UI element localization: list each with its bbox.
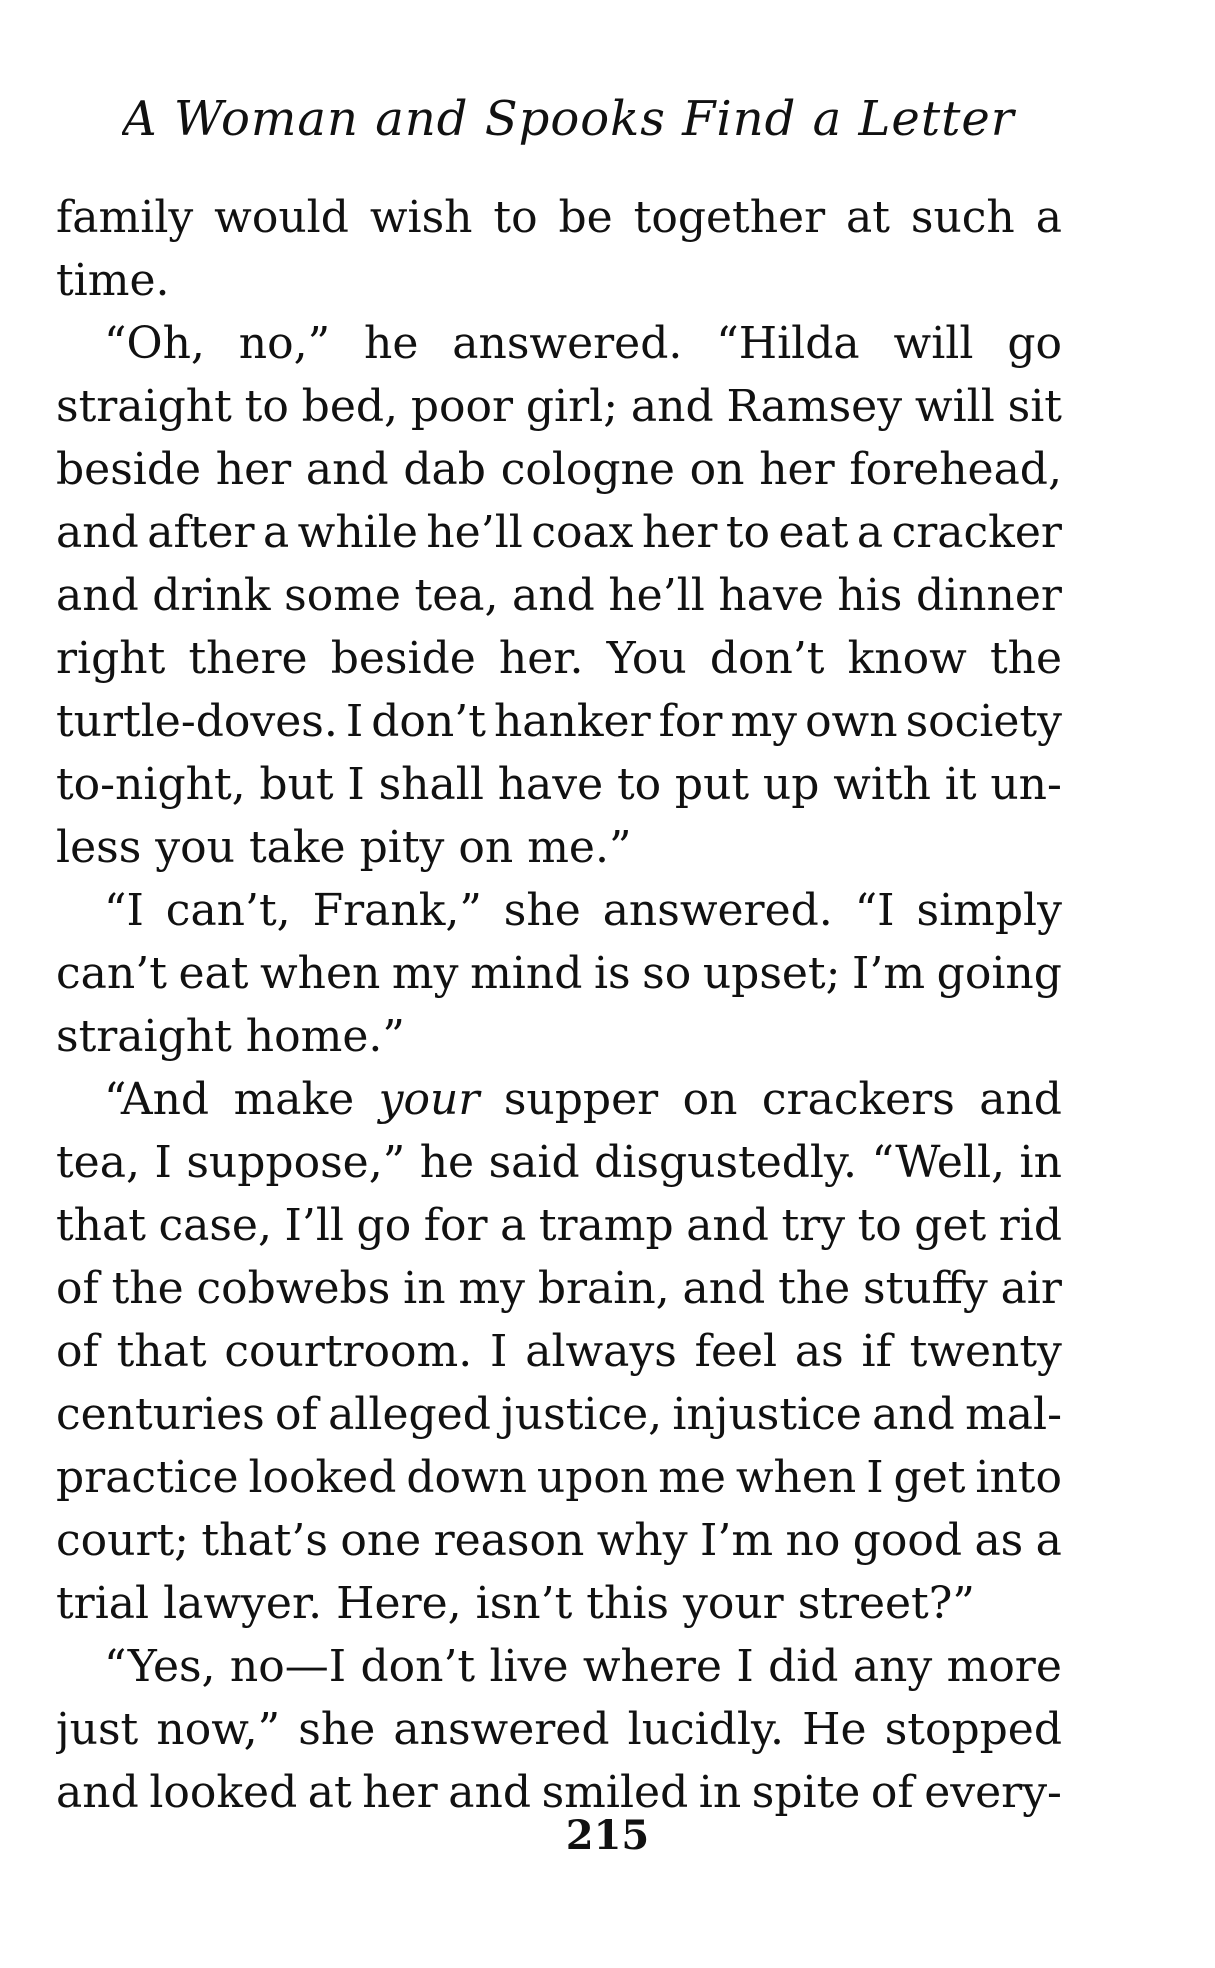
word: said (488, 1137, 580, 1188)
word: would (214, 192, 349, 243)
word: society (905, 696, 1062, 747)
word: mind (470, 948, 583, 999)
word: upset; (702, 948, 841, 999)
word: stopped (884, 1704, 1062, 1755)
running-head: A Woman and Spooks Find a Letter (122, 91, 1015, 147)
word: and (682, 1263, 766, 1314)
word: Ramsey (726, 381, 903, 432)
text-line (56, 501, 1062, 564)
word: me.” (527, 822, 632, 873)
word: don’t (371, 696, 486, 747)
word: street?” (797, 1578, 975, 1629)
word: practice (56, 1452, 239, 1503)
word: in (403, 1263, 446, 1314)
word: her (215, 444, 292, 495)
word: to (616, 759, 662, 810)
word: I’ll (284, 1200, 344, 1251)
word: “And (104, 1074, 210, 1125)
word: is (593, 948, 631, 999)
word: looked (248, 1452, 397, 1503)
word: be (558, 192, 613, 243)
word: girl; (525, 381, 619, 432)
word: disgustedly. (594, 1137, 858, 1188)
word: tramp (538, 1200, 674, 1251)
word: I (866, 1452, 884, 1503)
word: of (56, 1263, 99, 1314)
text-line (56, 879, 1062, 942)
word: this (586, 1578, 669, 1629)
word: reason (433, 1515, 585, 1566)
word: his (837, 570, 903, 621)
word: He (802, 1704, 867, 1755)
word: coax (531, 507, 634, 558)
text-line (56, 1194, 1062, 1257)
word: together (633, 192, 826, 243)
body-text (56, 186, 1062, 1824)
word: in (698, 1767, 742, 1818)
word: always (525, 1326, 677, 1377)
text-line (56, 690, 1062, 753)
word: don’t (360, 1641, 476, 1692)
word: after (147, 507, 255, 558)
word: to-night, (56, 759, 246, 810)
word: for (658, 696, 723, 747)
word: crackers (761, 1074, 955, 1125)
word: simply (916, 885, 1062, 936)
word: as (974, 1515, 1024, 1566)
word: on (458, 822, 514, 873)
word: and (56, 570, 139, 621)
word: I (345, 696, 364, 747)
word: take (248, 822, 346, 873)
word: any (852, 1641, 933, 1692)
word: eat (778, 507, 849, 558)
word: when (735, 1452, 857, 1503)
word: her (641, 507, 718, 558)
word: isn’t (475, 1578, 573, 1629)
word: my (730, 696, 798, 747)
word: straight (56, 381, 232, 432)
word: my (391, 948, 459, 999)
text-line (56, 438, 1062, 501)
word: lawyer. (163, 1578, 323, 1629)
word: go (356, 1200, 412, 1251)
word: a (856, 507, 884, 558)
text-line (56, 627, 1062, 690)
word: a (262, 507, 290, 558)
word: “Oh, (104, 318, 205, 369)
word: when (259, 948, 381, 999)
word: suppose,” (186, 1137, 406, 1188)
word: own (805, 696, 898, 747)
word: justice, (501, 1389, 663, 1440)
text-line (56, 1131, 1062, 1194)
text-line (56, 816, 1062, 879)
word: her (759, 444, 835, 495)
word: she (503, 885, 581, 936)
word: You (606, 633, 687, 684)
word: try (781, 1200, 846, 1251)
word: case, (158, 1200, 272, 1251)
word: every- (924, 1767, 1062, 1818)
word: some (284, 570, 401, 621)
word: and (630, 381, 714, 432)
text-line (56, 564, 1062, 627)
word: sit (1007, 381, 1062, 432)
word: tea, (414, 570, 499, 621)
word: of (275, 1389, 318, 1440)
word: un- (990, 759, 1062, 810)
word: one (340, 1515, 422, 1566)
word: I (736, 1641, 754, 1692)
word: to (857, 1200, 902, 1251)
word: can’t (56, 948, 167, 999)
word: on (682, 1074, 738, 1125)
word: spite (751, 1767, 861, 1818)
word: forehead, (849, 444, 1062, 495)
word: brain, (537, 1263, 670, 1314)
word: will (914, 381, 995, 432)
word: tea, (56, 1137, 140, 1188)
word: beside (330, 633, 476, 684)
word: I (347, 759, 365, 810)
word: her (362, 1767, 438, 1818)
word: at (846, 192, 890, 243)
word: your (378, 1074, 480, 1125)
word: a (500, 1200, 527, 1251)
word: more (946, 1641, 1062, 1692)
word: make (233, 1074, 355, 1125)
word: beside (56, 444, 202, 495)
word: he’ll (426, 507, 523, 558)
word: lucidly. (627, 1704, 784, 1755)
word: “Yes, (104, 1641, 216, 1692)
text-line (56, 312, 1062, 375)
word: your (682, 1578, 784, 1629)
word: and (512, 570, 595, 621)
word: cologne (500, 444, 675, 495)
word: shall (378, 759, 484, 810)
word: hanker (493, 696, 651, 747)
word: court; (56, 1515, 190, 1566)
word: her. (498, 633, 584, 684)
word: did (768, 1641, 839, 1692)
word: trial (56, 1578, 150, 1629)
text-line (56, 375, 1062, 438)
word: and (56, 1767, 139, 1818)
word: will (893, 318, 974, 369)
word: of (56, 1326, 99, 1377)
word: and (979, 1074, 1062, 1125)
text-line (56, 1068, 1062, 1131)
word: dab (403, 444, 486, 495)
word: mal- (965, 1389, 1062, 1440)
word: to (244, 381, 289, 432)
word: the (778, 1263, 851, 1314)
word: to (725, 507, 771, 558)
word: right (56, 633, 166, 684)
word: get (914, 1200, 987, 1251)
word: cobwebs (196, 1263, 391, 1314)
word: at (307, 1767, 352, 1818)
word: pity (359, 822, 445, 873)
word: me (658, 1452, 726, 1503)
word: and (448, 1767, 532, 1818)
word: supper (503, 1074, 659, 1125)
text-line (56, 1698, 1062, 1761)
word: if (861, 1326, 892, 1377)
text-line (56, 1446, 1062, 1509)
text-line (56, 1572, 1062, 1635)
word: and (686, 1200, 769, 1251)
word: air (1000, 1263, 1062, 1314)
word: now,” (156, 1704, 281, 1755)
word: courtroom. (224, 1326, 473, 1377)
word: why (596, 1515, 688, 1566)
word: no (785, 1515, 841, 1566)
word: eat (178, 948, 249, 999)
text-line (56, 753, 1062, 816)
word: “Hilda (716, 318, 860, 369)
word: centuries (56, 1389, 265, 1440)
word: Here, (336, 1578, 462, 1629)
word: “I (104, 885, 144, 936)
word: put (674, 759, 750, 810)
word: go (1007, 318, 1062, 369)
word: poor (410, 381, 514, 432)
word: answered. (452, 318, 683, 369)
word: live (489, 1641, 569, 1692)
word: upon (536, 1452, 649, 1503)
word: a (1035, 1515, 1062, 1566)
word: in (1019, 1137, 1062, 1188)
word: the (111, 1263, 184, 1314)
word: time. (56, 255, 170, 306)
word: while (297, 507, 418, 558)
word: with (833, 759, 931, 810)
word: Frank,” (312, 885, 482, 936)
word: can’t, (165, 885, 291, 936)
word: he (419, 1137, 475, 1188)
word: looked (149, 1767, 298, 1818)
word: she (298, 1704, 376, 1755)
word: I’m (700, 1515, 774, 1566)
text-line (56, 1257, 1062, 1320)
page-number: 215 (565, 1812, 650, 1859)
text-line (56, 1005, 1062, 1068)
word: my (458, 1263, 525, 1314)
word: wish (369, 192, 473, 243)
word: rid (998, 1200, 1062, 1251)
word: stuffy (863, 1263, 988, 1314)
word: on (689, 444, 745, 495)
text-line (56, 1383, 1062, 1446)
word: “Well, (871, 1137, 1006, 1188)
word: family (56, 192, 194, 243)
text-line (56, 186, 1062, 249)
text-line (56, 1635, 1062, 1698)
word: such (910, 192, 1015, 243)
word: “I (854, 885, 895, 936)
word: to (493, 192, 538, 243)
word: alleged (328, 1389, 491, 1440)
word: and (56, 507, 139, 558)
word: smiled (541, 1767, 689, 1818)
word: drink (152, 570, 271, 621)
word: you (155, 822, 235, 873)
word: that’s (201, 1515, 328, 1566)
word: into (975, 1452, 1062, 1503)
text-line (56, 942, 1062, 1005)
word: so (642, 948, 692, 999)
text-line (56, 249, 1062, 312)
word: he’ll (608, 570, 705, 621)
word: get (893, 1452, 966, 1503)
word: injustice (672, 1389, 862, 1440)
word: I (490, 1326, 508, 1377)
word: twenty (909, 1326, 1062, 1377)
word: I (154, 1137, 172, 1188)
word: there (188, 633, 308, 684)
word: have (718, 570, 824, 621)
text-line (56, 1509, 1062, 1572)
word: no,” (238, 318, 331, 369)
word: I’m (852, 948, 926, 999)
word: up (762, 759, 820, 810)
word: home.” (245, 1011, 405, 1062)
word: the (989, 633, 1062, 684)
word: as (794, 1326, 844, 1377)
word: answered. (602, 885, 833, 936)
word: good (852, 1515, 963, 1566)
word: dinner (915, 570, 1062, 621)
word: going (936, 948, 1062, 999)
word: know (847, 633, 967, 684)
word: don’t (709, 633, 825, 684)
word: no—I (229, 1641, 347, 1692)
word: of (870, 1767, 914, 1818)
word: turtle-doves. (56, 696, 338, 747)
text-line (56, 1320, 1062, 1383)
word: cracker (891, 507, 1062, 558)
word: bed, (301, 381, 399, 432)
word: but (259, 759, 334, 810)
word: that (116, 1326, 207, 1377)
word: and (872, 1389, 955, 1440)
word: just (56, 1704, 139, 1755)
word: have (497, 759, 604, 810)
word: straight (56, 1011, 232, 1062)
word: where (582, 1641, 722, 1692)
word: down (406, 1452, 527, 1503)
word: that (56, 1200, 146, 1251)
word: and (305, 444, 389, 495)
word: answered (393, 1704, 610, 1755)
word: feel (694, 1326, 778, 1377)
word: less (56, 822, 142, 873)
word: for (423, 1200, 488, 1251)
word: a (1035, 192, 1062, 243)
word: it (944, 759, 977, 810)
word: he (363, 318, 419, 369)
